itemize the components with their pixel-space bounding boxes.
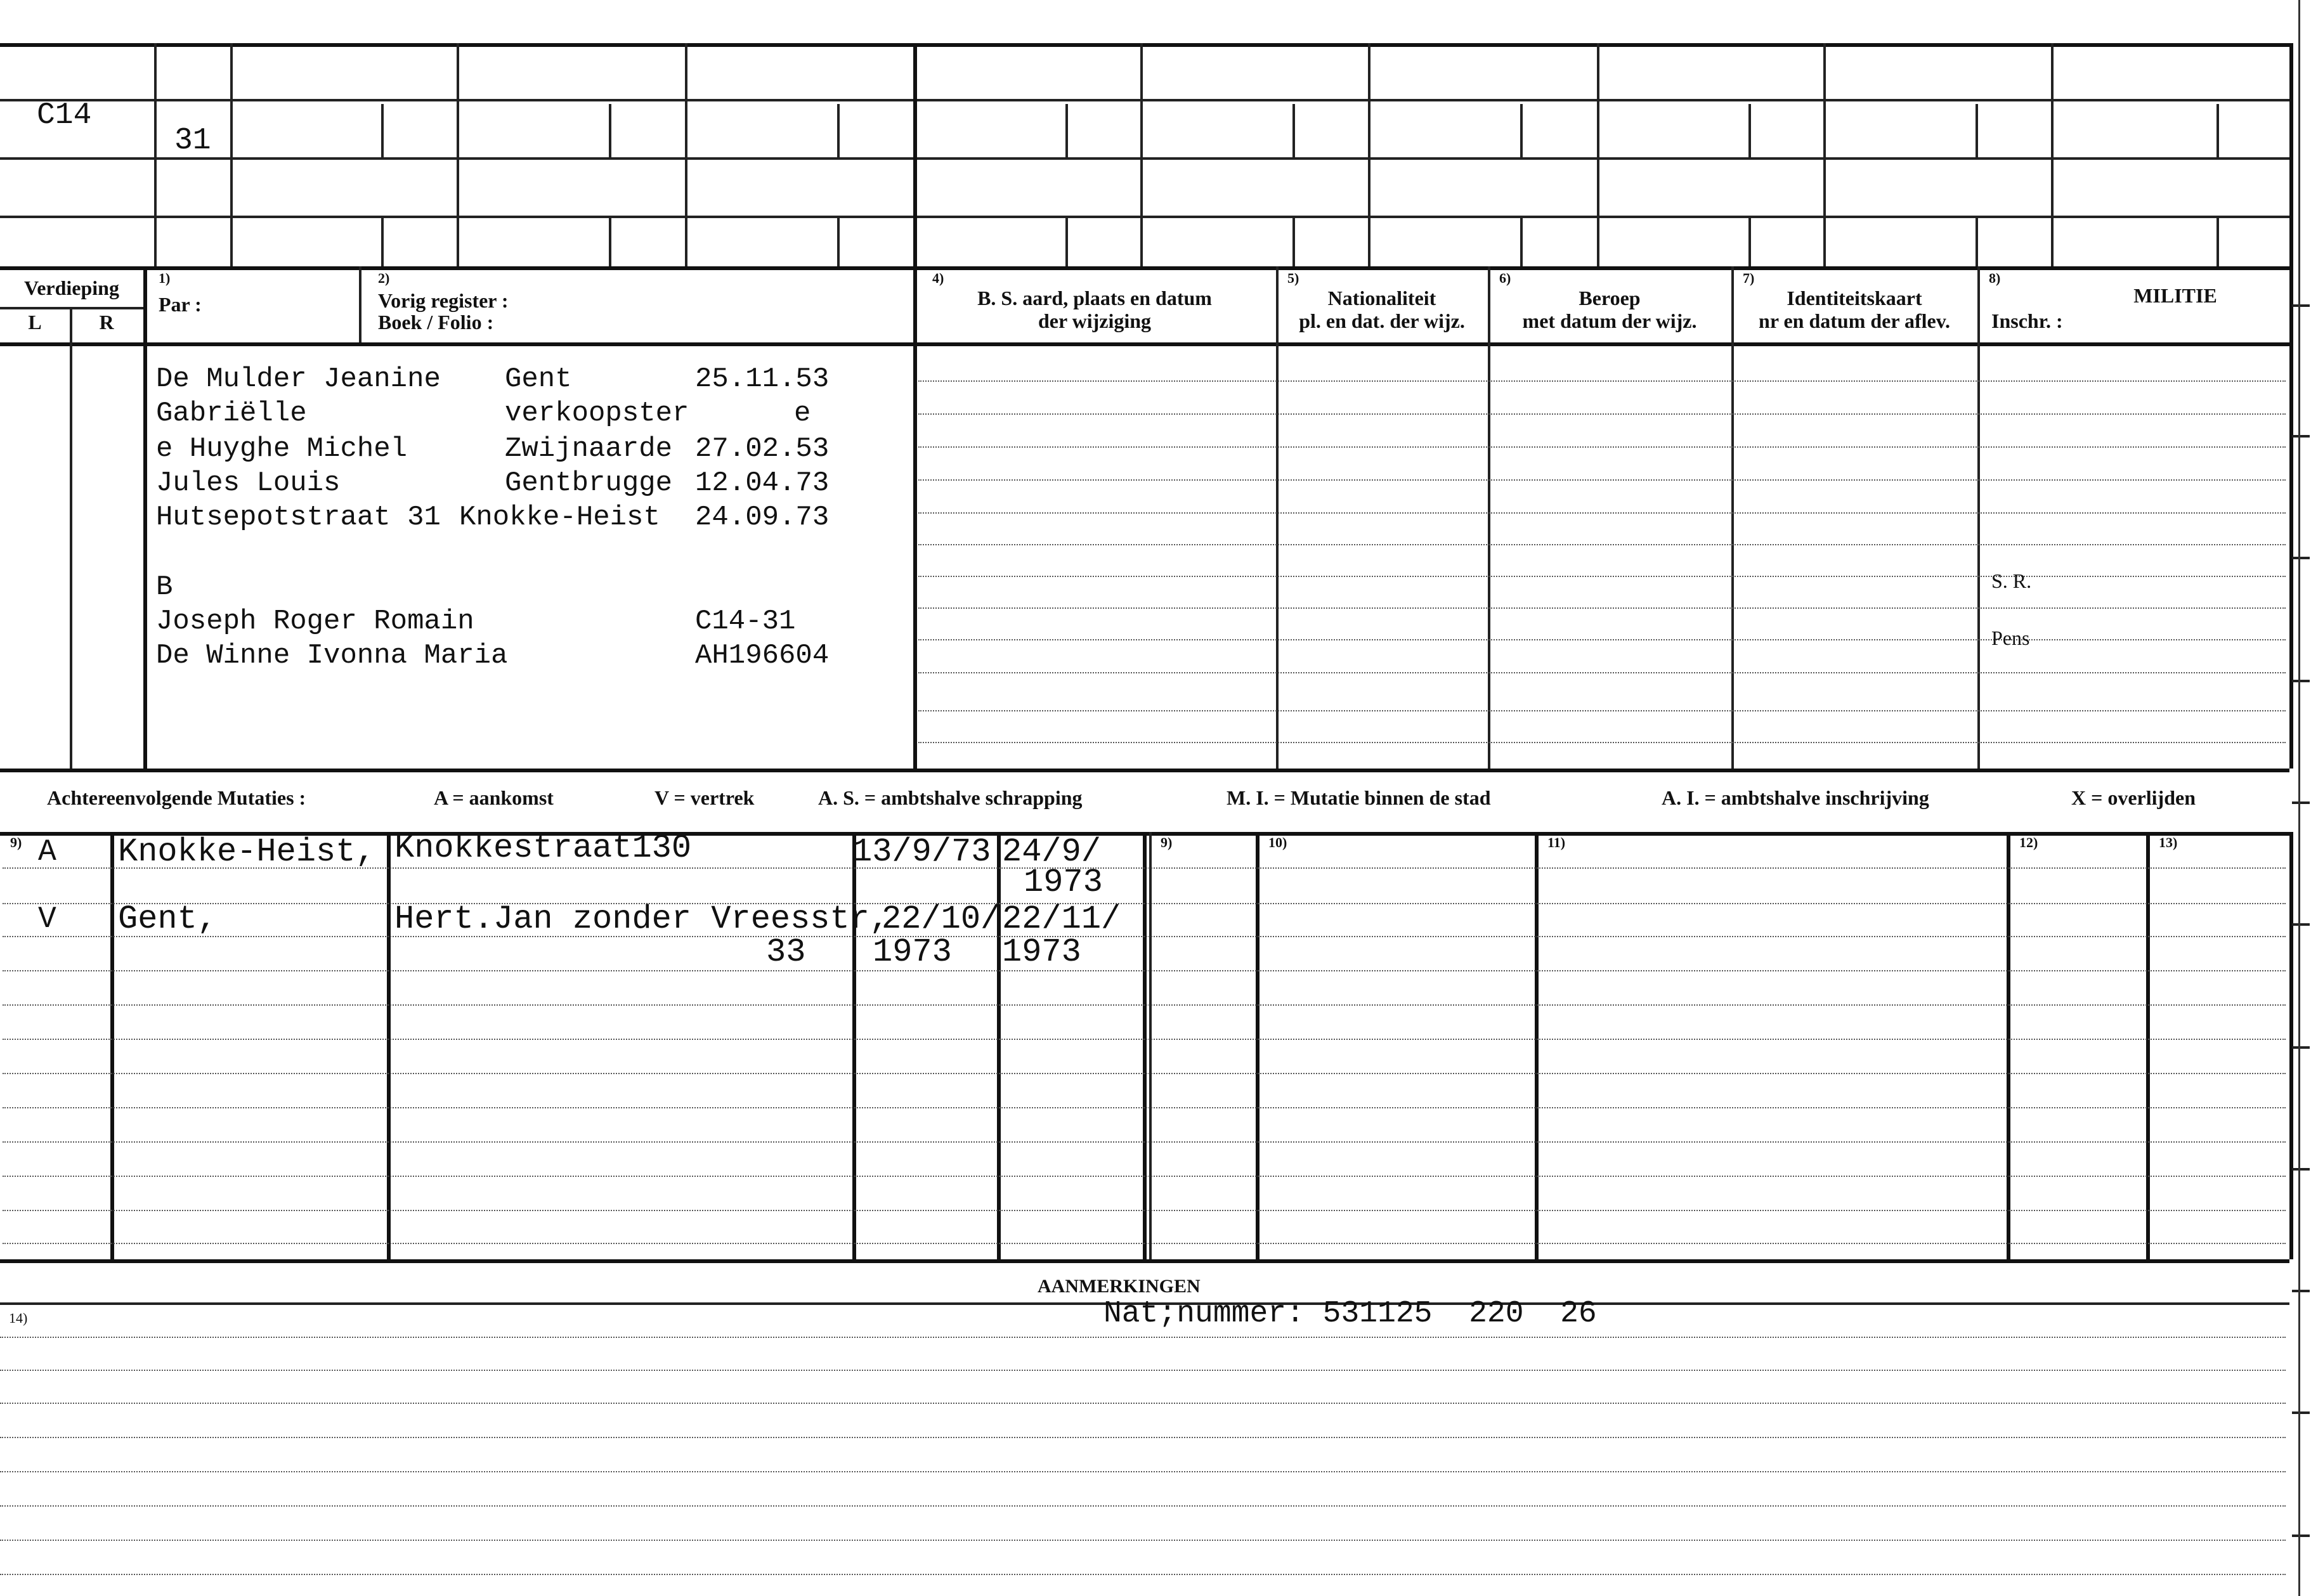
- bs-label-1: B. S. aard, plaats en datum: [977, 287, 1212, 309]
- mutatie-2-date2-year: 1973: [1002, 933, 1081, 971]
- nat-label-2: pl. en dat. der wijz.: [1299, 309, 1465, 332]
- person-b-marker: B: [156, 571, 173, 603]
- person-line-4-date: 12.04.73: [695, 467, 830, 499]
- nat-number: 5): [1287, 270, 1299, 286]
- father-ref: C14-31: [695, 606, 796, 637]
- mutatie-2-address-2: 33: [766, 933, 806, 971]
- register-number: 31: [174, 124, 211, 158]
- col-9-number: 9): [10, 834, 22, 850]
- col-13-number: 13): [2159, 834, 2178, 850]
- mutatie-1-type: A: [38, 835, 56, 869]
- beroep-label-2: met datum der wijz.: [1522, 309, 1697, 332]
- legend-mi: M. I. = Mutatie binnen de stad: [1227, 786, 1491, 809]
- pens-label: Pens: [1991, 626, 2030, 649]
- col-12-number: 12): [2019, 834, 2038, 850]
- mutatie-2-type: V: [38, 902, 56, 937]
- mutatie-2-address: Hert.Jan zonder Vreesstr,: [394, 900, 890, 938]
- id-label-1: Identiteitskaart: [1787, 287, 1922, 309]
- mutatie-2-date1: 22/10/: [882, 900, 1001, 938]
- bs-label-2: der wijziging: [1038, 309, 1152, 332]
- legend-title: Achtereenvolgende Mutaties :: [47, 786, 306, 809]
- person-line-5-address: Hutsepotstraat 31: [156, 502, 441, 533]
- person-line-3-name: e Huyghe Michel: [156, 433, 408, 465]
- person-line-3-date: 27.02.53: [695, 433, 830, 465]
- beroep-label-1: Beroep: [1579, 287, 1641, 309]
- register-code: C14: [37, 98, 92, 133]
- militie-number: 8): [1989, 270, 2001, 286]
- legend-as: A. S. = ambtshalve schrapping: [818, 786, 1083, 809]
- id-label-2: nr en datum der aflev.: [1759, 309, 1950, 332]
- aanmerkingen-number: 14): [9, 1310, 28, 1326]
- legend-x: X = overlijden: [2071, 786, 2196, 809]
- person-line-5-date: 24.09.73: [695, 502, 830, 533]
- par-label: Par :: [159, 293, 202, 316]
- mutatie-1-date1: 13/9/73: [852, 833, 991, 871]
- legend-a: A = aankomst: [434, 786, 554, 809]
- father-name: Joseph Roger Romain: [156, 606, 474, 637]
- mother-ref: AH196604: [695, 640, 830, 671]
- mutatie-1-place: Knokke-Heist,: [118, 833, 375, 871]
- vorig-register-label: Vorig register :: [378, 289, 509, 312]
- col-11-number: 11): [1547, 834, 1566, 850]
- mutatie-1-date2: 24/9/: [1002, 833, 1102, 871]
- mutatie-1-address: Knokkestraat130: [394, 829, 692, 867]
- mutatie-2-date2: 22/11/: [1002, 900, 1121, 938]
- col-l-label: L: [28, 311, 42, 334]
- inschr-label: Inschr. :: [1991, 309, 2063, 332]
- nat-label-1: Nationaliteit: [1327, 287, 1436, 309]
- person-line-2-job: verkoopster: [505, 398, 689, 429]
- person-line-1-name: De Mulder Jeanine: [156, 363, 441, 395]
- person-line-4-place: Gentbrugge: [505, 467, 673, 499]
- col-r-label: R: [99, 311, 114, 334]
- person-line-1-place: Gent: [505, 363, 572, 395]
- legend-ai: A. I. = ambtshalve inschrijving: [1662, 786, 1929, 809]
- person-line-4-name: Jules Louis: [156, 467, 341, 499]
- person-line-1-date: 25.11.53: [695, 363, 830, 395]
- person-line-2-name: Gabriëlle: [156, 398, 307, 429]
- id-number: 7): [1743, 270, 1755, 286]
- person-line-5-place: Knokke-Heist: [459, 502, 660, 533]
- mother-name: De Winne Ivonna Maria: [156, 640, 508, 671]
- mutatie-1-date2-year: 1973: [1024, 864, 1103, 901]
- col-9b-number: 9): [1161, 834, 1173, 850]
- verdieping-label: Verdieping: [24, 276, 119, 299]
- par-number: 1): [159, 270, 171, 286]
- bs-number: 4): [932, 270, 944, 286]
- aanmerkingen-title: AANMERKINGEN: [1038, 1276, 1201, 1297]
- sr-label: S. R.: [1991, 569, 2032, 592]
- national-number: Nat;nummer: 531125 220 26: [1103, 1297, 1597, 1331]
- mutatie-2-date1-year: 1973: [873, 933, 952, 971]
- mutatie-2-place: Gent,: [118, 900, 218, 938]
- person-line-2-extra: e: [794, 398, 811, 429]
- legend-v: V = vertrek: [654, 786, 755, 809]
- boek-folio-label: Boek / Folio :: [378, 311, 494, 334]
- col-10-number: 10): [1268, 834, 1287, 850]
- beroep-number: 6): [1499, 270, 1511, 286]
- vorig-number: 2): [378, 270, 390, 286]
- person-line-3-place: Zwijnaarde: [505, 433, 673, 465]
- militie-label: MILITIE: [2133, 284, 2217, 307]
